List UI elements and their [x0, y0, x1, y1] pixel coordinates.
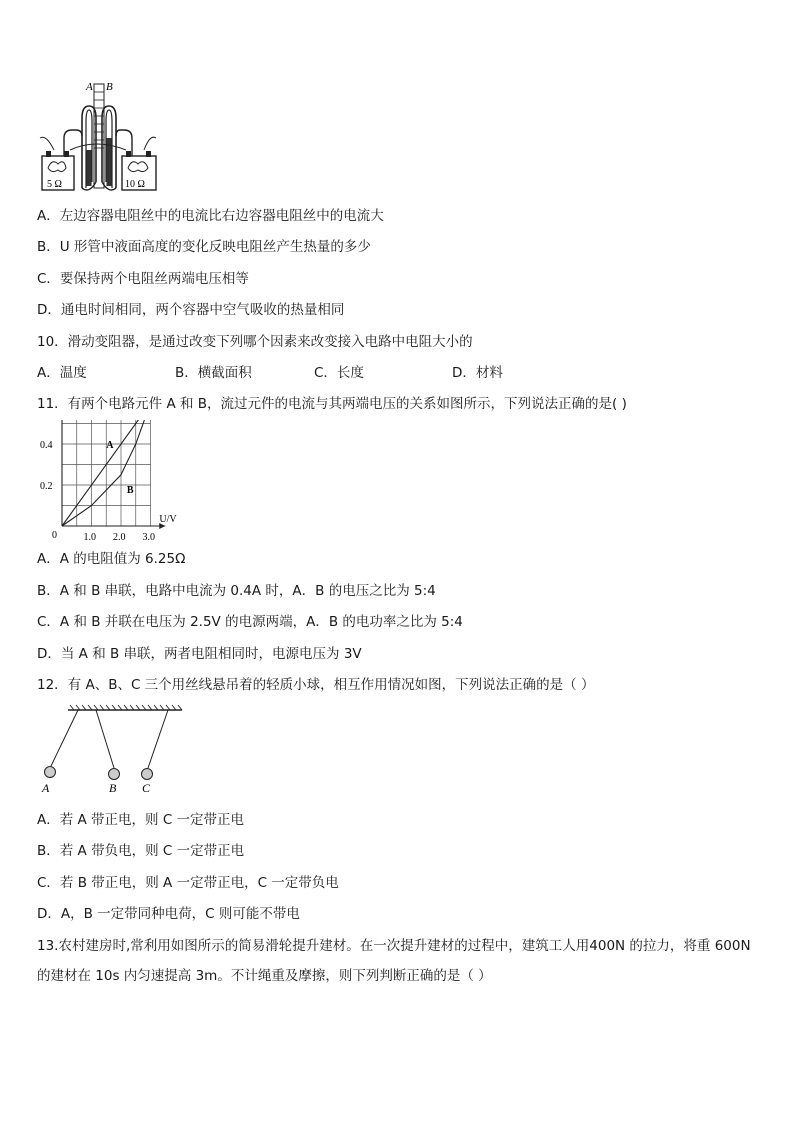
iu-chart: [36, 420, 186, 546]
y-tick-label: 0.4: [40, 440, 53, 451]
q9-option-a: A．左边容器电阻丝中的电流比右边容器电阻丝中的电流大: [37, 208, 384, 224]
q11-option-c: C．A 和 B 并联在电压为 2.5V 的电源两端，A．B 的电功率之比为 5:4: [37, 614, 463, 630]
q9-option-b: B．U 形管中液面高度的变化反映电阻丝产生热量的多少: [37, 239, 371, 255]
q12-option-c: C．若 B 带正电，则 A 一定带正电，C 一定带负电: [37, 875, 339, 891]
origin-label: 0: [52, 530, 57, 541]
q12-option-a: A．若 A 带正电，则 C 一定带正电: [37, 812, 245, 828]
ball-c: [142, 769, 153, 780]
hanging-balls-figure: [36, 704, 186, 798]
right-resistor-label: 10 Ω: [125, 179, 145, 190]
q11-stem: 11．有两个电路元件 A 和 B，流过元件的电流与其两端电压的关系如图所示，下列说法正确的是( ): [37, 396, 627, 412]
q11-option-d: D．当 A 和 B 串联，两者电阻相同时，电源电压为 3V: [37, 646, 362, 662]
q9-option-c: C．要保持两个电阻丝两端电压相等: [37, 271, 249, 287]
q10-stem: 10．滑动变阻器，是通过改变下列哪个因素来改变接入电路中电阻大小的: [37, 334, 473, 350]
left-resistor-label: 5 Ω: [47, 179, 62, 190]
resistance-experiment-figure: [36, 78, 160, 194]
ball-b: [109, 769, 120, 780]
x-tick-label: 3.0: [142, 532, 155, 543]
x-axis-label: U/V: [159, 514, 177, 525]
tube-label-b: B: [106, 81, 113, 93]
q12-option-b: B．若 A 带负电，则 C 一定带正电: [37, 843, 245, 859]
x-tick-label: 1.0: [83, 532, 96, 543]
q13-stem-line1: 13.农村建房时,常利用如图所示的简易滑轮提升建材。在一次提升建材的过程中，建筑工人用400N 的拉力，将重 600N: [37, 938, 751, 954]
ball-label-b: B: [109, 781, 117, 795]
y-tick-label: 0.2: [40, 481, 53, 492]
ball-label-c: C: [142, 781, 151, 795]
q10-option-a: A．温度: [37, 365, 87, 381]
q12-stem: 12．有 A、B、C 三个用丝线悬吊着的轻质小球，相互作用情况如图，下列说法正确的是（ ）: [37, 677, 595, 693]
series-label-b: B: [126, 485, 134, 497]
q11-option-b: B．A 和 B 串联，电路中电流为 0.4A 时，A．B 的电压之比为 5:4: [37, 583, 436, 599]
x-tick-label: 2.0: [113, 532, 126, 543]
ball-label-a: A: [42, 781, 50, 795]
q11-option-a: A．A 的电阻值为 6.25Ω: [37, 551, 186, 567]
q10-option-b: B．横截面积: [175, 365, 252, 381]
q12-option-d: D．A，B 一定带同种电荷，C 则可能不带电: [37, 906, 300, 922]
q10-option-c: C．长度: [314, 365, 364, 381]
series-label-a: A: [106, 440, 114, 452]
q9-option-d: D．通电时间相同，两个容器中空气吸收的热量相同: [37, 302, 345, 318]
ball-a: [45, 767, 56, 778]
tube-label-a: A: [86, 81, 93, 93]
q13-stem-line2: 的建材在 10s 内匀速提高 3m。不计绳重及摩擦，则下列判断正确的是（ ）: [37, 968, 492, 984]
q10-option-d: D．材料: [452, 365, 503, 381]
